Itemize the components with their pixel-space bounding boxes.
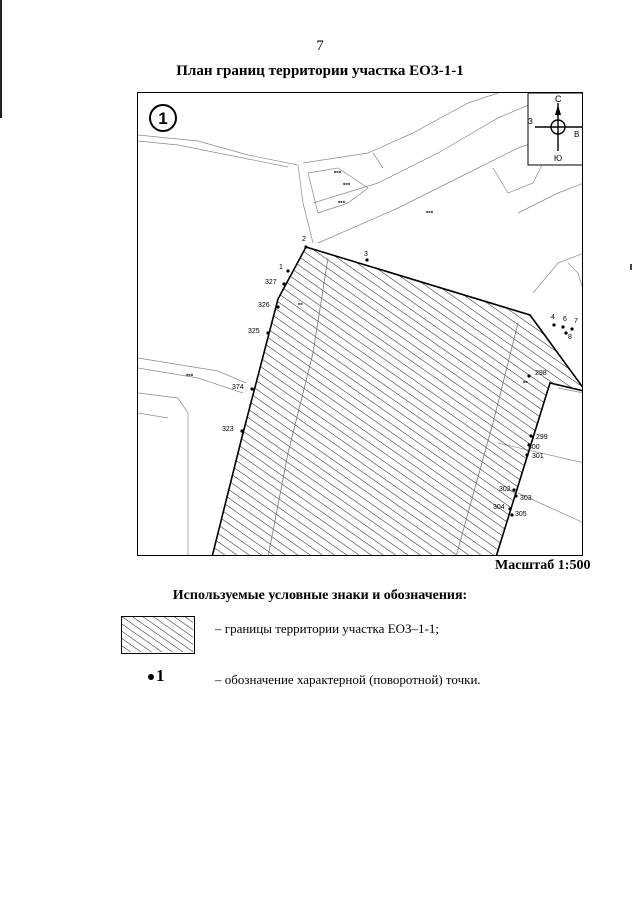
compass-west: З: [528, 117, 533, 126]
boundary-point-marker: [525, 453, 528, 456]
legend-hatch-description: – границы территории участка ЕОЗ–1-1;: [215, 621, 439, 636]
svg-text:■■■: ■■■: [338, 199, 346, 204]
compass-east: В: [574, 130, 580, 139]
page-title: План границ территории участка ЕОЗ-1-1: [176, 63, 464, 79]
boundary-point-label: 4: [551, 314, 555, 321]
boundary-point-marker: [276, 305, 279, 308]
legend-point-number: 1: [156, 666, 165, 685]
svg-text:■■■: ■■■: [334, 169, 342, 174]
boundary-point-marker: [514, 494, 517, 497]
boundary-point-marker: [365, 258, 368, 261]
legend-point-description: – обозначение характерной (поворотной) точки.: [215, 672, 481, 687]
scan-edge-mark: [630, 264, 632, 270]
boundary-point-marker: [286, 269, 289, 272]
boundary-point-marker: [240, 429, 243, 432]
point-dot-icon: [148, 674, 154, 680]
boundary-point-label: 374: [232, 384, 244, 391]
area-badge-number: 1: [158, 109, 168, 128]
compass-rose: [528, 93, 583, 165]
boundary-point-label: 298: [535, 370, 547, 377]
compass-south: Ю: [554, 154, 563, 163]
boundary-point-marker: [304, 245, 307, 248]
legend-title: Используемые условные знаки и обозначения:: [172, 588, 468, 603]
boundary-point-label: 325: [248, 328, 260, 335]
hatch-swatch-pattern: [122, 617, 193, 652]
compass-north: С: [555, 94, 562, 104]
boundary-point-marker: [552, 323, 555, 326]
boundary-point-label: 3: [364, 251, 368, 258]
boundary-point-label: 300: [528, 444, 540, 451]
boundary-point-label: 305: [515, 511, 527, 518]
boundary-point-marker: [527, 374, 530, 377]
boundary-point-marker: [570, 327, 573, 330]
boundary-point-marker: [510, 513, 513, 516]
boundary-point-marker: [282, 282, 285, 285]
boundary-point-label: 304: [493, 504, 505, 511]
boundary-point-label: 6: [563, 316, 567, 323]
svg-text:■■■: ■■■: [426, 209, 434, 214]
page-number: 7: [316, 38, 324, 54]
boundary-point-label: 1: [279, 264, 283, 271]
boundary-point-label: 299: [536, 434, 548, 441]
boundary-point-label: 8: [568, 334, 572, 341]
boundary-point-label: 7: [574, 318, 578, 325]
map-scale: Масштаб 1:500: [495, 558, 591, 573]
scan-edge-line: [0, 0, 2, 118]
boundary-point-marker: [512, 488, 515, 491]
boundary-point-label: 2: [302, 236, 306, 243]
boundary-plan-map: [138, 93, 583, 556]
svg-text:■■■: ■■■: [186, 372, 194, 377]
boundary-point-marker: [266, 331, 269, 334]
legend-point-symbol: [148, 666, 165, 686]
boundary-point-marker: [561, 325, 564, 328]
territory-hatched-area: [212, 247, 583, 556]
area-badge: [150, 105, 176, 131]
boundary-point-label: 302: [499, 486, 511, 493]
boundary-point-label: 326: [258, 302, 270, 309]
boundary-point-label: 327: [265, 279, 277, 286]
legend-hatch-swatch: [121, 616, 195, 654]
boundary-point-label: 303: [520, 495, 532, 502]
boundary-point-label: 301: [532, 453, 544, 460]
boundary-point-marker: [250, 387, 253, 390]
svg-text:■■■: ■■■: [343, 181, 351, 186]
boundary-point-marker: [529, 434, 532, 437]
boundary-point-label: 323: [222, 426, 234, 433]
boundary-point-marker: [508, 507, 511, 510]
map-frame: [137, 92, 583, 556]
